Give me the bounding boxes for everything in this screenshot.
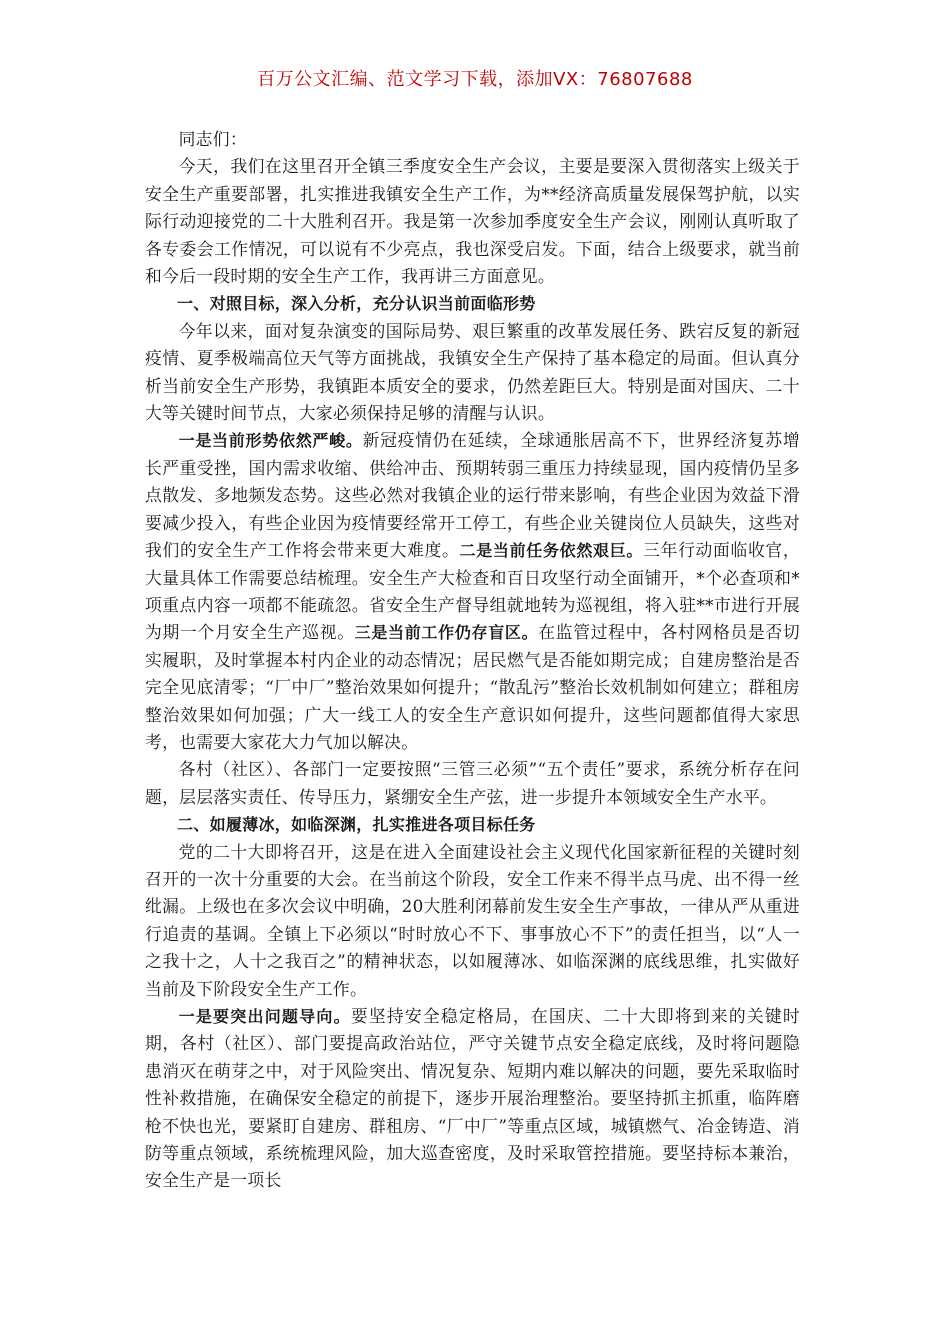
section-2-heading: 二、如履薄冰，如临深渊，扎实推进各项目标任务 xyxy=(177,815,536,835)
document-body xyxy=(145,126,800,1195)
section-1-heading: 一、对照目标，深入分析，充分认识当前面临形势 xyxy=(177,294,536,314)
point-1-text: 新冠疫情仍在延续，全球通胀居高不下，世界经济复苏增长严重受挫，国内需求收缩、供给冲击、预期转弱三重压力持续显现，国内疫情仍呈多点散发、多地频发态势。这些必然对我镇企业的运行带来影响，有些企业因为效益下滑要减少投入，有些企业因为疫情要经常开工停工，有些企业关键岗位人员缺失，这些对我们的安全生产工作将会带来更大难度。 xyxy=(145,430,800,561)
section-2-point-1 xyxy=(145,1003,800,1195)
section-2-point-1-title: 一是要突出问题导向。 xyxy=(178,1007,351,1026)
section-2-paragraph: 党的二十大即将召开，这是在进入全面建设社会主义现代化国家新征程的关键时刻召开的一次十分重要的大会。在当前这个阶段，安全工作来不得半点马虎、出不得一丝纰漏。上级也在多次会议中明确，20大胜利闭幕前发生安全生产事故，一律从严从重进行追责的基调。全镇上下必须以“时时放心不下、事事放心不下”的责任担当，以“人一之我十之，人十之我百之”的精神状态，以如履薄冰、如临深渊的底线思维，扎实做好当前及下阶段安全生产工作。 xyxy=(145,841,800,999)
section-1-points xyxy=(145,427,800,756)
intro-paragraph: 今天，我们在这里召开全镇三季度安全生产会议，主要是要深入贯彻落实上级关于安全生产重要部署，扎实推进我镇安全生产工作，为**经济高质量发展保驾护航，以实际行动迎接党的二十大胜利召开。我是第一次参加季度安全生产会议，刚刚认真听取了各专委会工作情况，可以说有不少亮点，我也深受启发。下面，结合上级要求，就当前和今后一段时期的安全生产工作，我再讲三方面意见。 xyxy=(145,156,800,287)
section-1-paragraph: 今年以来，面对复杂演变的国际局势、艰巨繁重的改革发展任务、跌宕反复的新冠疫情、夏季极端高位天气等方面挑战，我镇安全生产保持了基本稳定的局面。但认真分析当前安全生产形势，我镇距本质安全的要求，仍然差距巨大。特别是面对国庆、二十大等关键时间节点，大家必须保持足够的清醒与认识。 xyxy=(145,320,800,424)
point-3-title: 三是当前工作仍存盲区。 xyxy=(354,623,539,643)
point-2-title: 二是当前任务依然艰巨。 xyxy=(459,541,644,561)
point-3-text: 在监管过程中，各村网格员是否切实履职，及时掌握本村内企业的动态情况；居民燃气是否能如期完成；自建房整治是否完全见底清零；“厂中厂”整治效果如何提升；“散乱污”整治长效机制如何建立；群租房整治效果如何加强；广大一线工人的安全生产意识如何提升，这些问题都值得大家思考，也需要大家花大力气加以解决。 xyxy=(145,622,800,752)
point-1-title: 一是当前形势依然严峻。 xyxy=(178,431,363,451)
point-2-text: 三年行动面临收官，大量具体工作需要总结梳理。安全生产大检查和百日攻坚行动全面铺开，*个必查项和*项重点内容一项都不能疏忽。省安全生产督导组就地转为巡视组，将入驻**市进行开展为期一个月安全生产巡视。 xyxy=(145,540,800,643)
section-2-point-1-text: 要坚持安全稳定格局，在国庆、二十大即将到来的关键时期，各村（社区）、部门要提高政治站位，严守关键节点安全稳定底线，及时将问题隐患消灭在萌芽之中，对于风险突出、情况复杂、短期内难以解决的问题，要先采取临时性补救措施，在确保安全稳定的前提下，逐步开展治理整治。要坚持抓主抓重，临阵磨枪不快也光，要紧盯自建房、群租房、“厂中厂”等重点区域，城镇燃气、冶金铸造、消防等重点领域，系统梳理风险，加大巡查密度，及时采取管控措施。要坚持标本兼治，安全生产是一项长 xyxy=(145,1006,800,1191)
watermark-banner: 百万公文汇编、范文学习下载，添加VX：76807688 xyxy=(257,69,693,90)
greeting: 同志们： xyxy=(178,129,247,149)
section-1-closing: 各村（社区）、各部门一定要按照“三管三必须”“五个责任”要求，系统分析存在问题，层层落实责任、传导压力，紧绷安全生产弦，进一步提升本领域安全生产水平。 xyxy=(145,759,800,807)
